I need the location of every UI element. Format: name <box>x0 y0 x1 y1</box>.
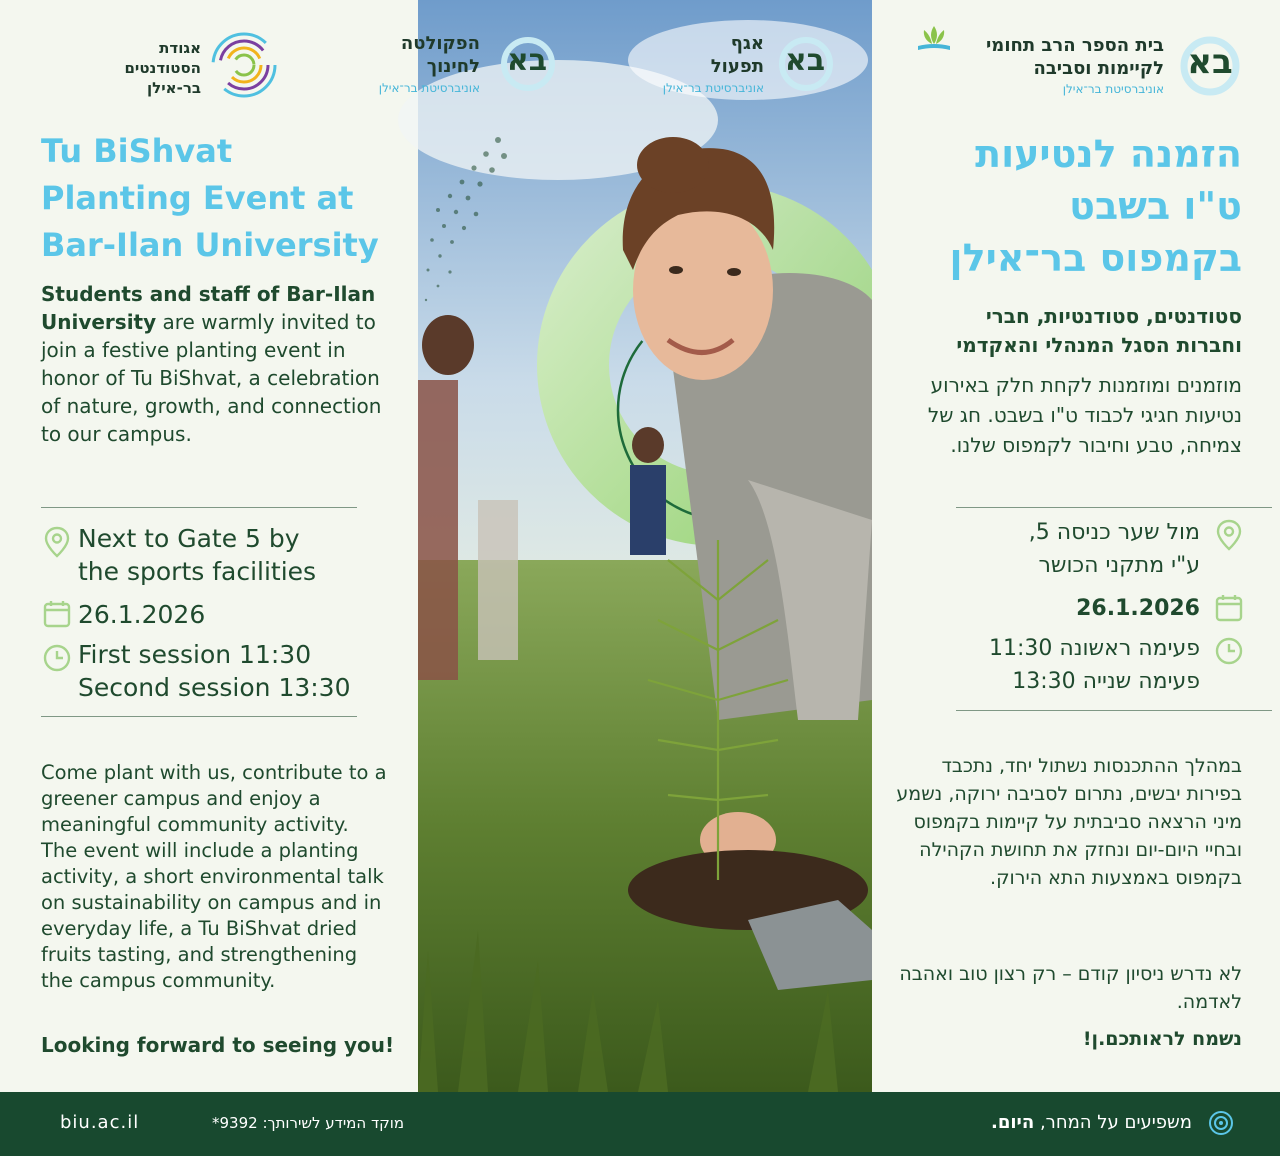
student-union-line: אגודת <box>159 39 201 57</box>
hebrew-column <box>872 0 1280 1092</box>
bar-ilan-logo-icon <box>1178 28 1242 96</box>
woman-planting-tree-image <box>418 0 872 1092</box>
website-link[interactable]: biu.ac.il <box>60 1112 140 1133</box>
slogan-text <box>991 1112 1192 1133</box>
calendar-icon <box>1214 593 1244 623</box>
hebrew-location-line: ע"י מתקני הכושר <box>1038 553 1200 578</box>
svg-text:בא: בא <box>506 43 548 78</box>
hebrew-audience-line: וחברות הסגל המנהלי והאקדמי <box>956 333 1242 357</box>
sustainability-school-sub: אוניברסיטת בר־אילן <box>1062 82 1164 96</box>
english-title-line: Tu BiShvat <box>41 132 233 170</box>
hebrew-body: במהלך ההתכנסות נשתול יחד, נתכבד בפירות יבשים, נתרום לסביבה ירוקה, נשמע מיני הרצאה סביבתית על קיימות בקמפוס ובחיי היום-יום ונחזק את תחושת הקהילה בקמפוס באמצעות התא הירוק. <box>896 755 1242 889</box>
hebrew-location-line: מול שער כניסה 5, <box>1028 520 1200 545</box>
slogan-bold: היום. <box>991 1112 1035 1133</box>
divider <box>41 507 357 508</box>
student-union-line: בר-אילן <box>147 79 201 97</box>
divider <box>956 507 1272 508</box>
hebrew-title-line: ט"ו בשבט <box>1069 184 1242 228</box>
bar-ilan-logo-icon <box>776 30 834 92</box>
english-intro-text: are warmly invited to join a festive planting event in honor of Tu BiShvat, a celebration of nature, growth, and connection to our campus. <box>41 310 382 446</box>
student-union-logo <box>110 28 285 106</box>
hebrew-location <box>1029 516 1200 582</box>
svg-text:בא: בא <box>784 43 826 78</box>
english-location-line: the sports facilities <box>78 557 317 586</box>
svg-text:בא: בא <box>1187 42 1233 82</box>
english-body: Come plant with us, contribute to a greener campus and enjoy a meaningful community activity. The event will include a planting activity, a short environmental talk on sustainability on campus and in everyday life, a Tu BiShvat dried fruits tasting, and strengthening the campus community. <box>41 761 387 992</box>
hebrew-title-line: הזמנה לנטיעות <box>975 132 1242 176</box>
english-date: 26.1.2026 <box>78 600 206 629</box>
student-union-emblem-icon <box>209 30 279 100</box>
hebrew-intro: מוזמנים ומוזמנות לקחת חלק באירוע נטיעות חגיגי לכבוד ט"ו בשבט. חג של צמיחה, טבע וחיבור לקמפוס שלנו. <box>927 373 1242 457</box>
english-sessions <box>78 638 351 704</box>
education-faculty-sub: אוניברסיטת בר־אילן <box>378 81 480 95</box>
divider <box>956 710 1272 711</box>
hebrew-sessions <box>989 632 1200 698</box>
operations-sub: אוניברסיטת בר־אילן <box>662 81 764 95</box>
divider <box>41 716 357 717</box>
slogan-prefix: משפיעים על המחר, <box>1034 1112 1192 1133</box>
target-circle-icon <box>1208 1110 1234 1136</box>
calendar-icon <box>42 599 72 629</box>
clock-icon <box>1214 636 1244 666</box>
education-faculty-line: לחינוך <box>426 56 480 77</box>
english-title-line: Planting Event at <box>41 179 354 217</box>
english-location <box>78 522 316 588</box>
location-pin-icon <box>42 523 72 559</box>
hebrew-note: לא נדרש ניסיון קודם – רק רצון טוב ואהבה לאדמה. <box>899 963 1242 1013</box>
footer <box>0 1092 1280 1156</box>
bar-ilan-logo-icon <box>498 30 556 92</box>
hebrew-audience-line: סטודנטים, סטודנטיות, חברי <box>985 304 1242 328</box>
english-session-line: Second session 13:30 <box>78 673 351 702</box>
hebrew-title <box>882 128 1242 284</box>
hebrew-date: 26.1.2026 <box>1076 596 1200 621</box>
hotline-text: מוקד המידע לשירותך: 9392* <box>212 1114 405 1132</box>
hebrew-audience <box>882 302 1242 360</box>
english-location-line: Next to Gate 5 by <box>78 524 300 553</box>
sustainability-school-line: בית הספר הרב תחומי <box>986 35 1164 56</box>
hebrew-session-line: פעימה ראשונה 11:30 <box>988 636 1200 661</box>
hebrew-session-line: פעימה שנייה 13:30 <box>1012 669 1200 694</box>
hebrew-closing: נשמח לראותכם.ן! <box>1082 1028 1242 1050</box>
operations-line: תפעול <box>710 56 764 77</box>
english-title <box>41 128 401 269</box>
english-intro-bold: Students and staff of Bar-Ilan University <box>41 282 376 334</box>
hebrew-title-line: בקמפוס בר־אילן <box>949 236 1242 280</box>
operations-line: אגף <box>730 33 764 54</box>
english-session-line: First session 11:30 <box>78 640 312 669</box>
education-faculty-line: הפקולטה <box>400 33 480 54</box>
student-union-line: הסטודנטים <box>124 59 201 77</box>
english-title-line: Bar-Ilan University <box>41 226 379 264</box>
clock-icon <box>42 643 72 673</box>
planting-photo <box>378 0 872 1092</box>
sustainability-school-line: לקיימות וסביבה <box>1033 58 1164 79</box>
location-pin-icon <box>1214 516 1244 552</box>
english-closing: Looking forward to seeing you! <box>41 1033 395 1057</box>
english-column <box>0 0 418 1092</box>
sustainability-school-logo <box>902 20 1242 102</box>
education-faculty-logo <box>378 28 872 108</box>
english-intro <box>41 280 391 448</box>
